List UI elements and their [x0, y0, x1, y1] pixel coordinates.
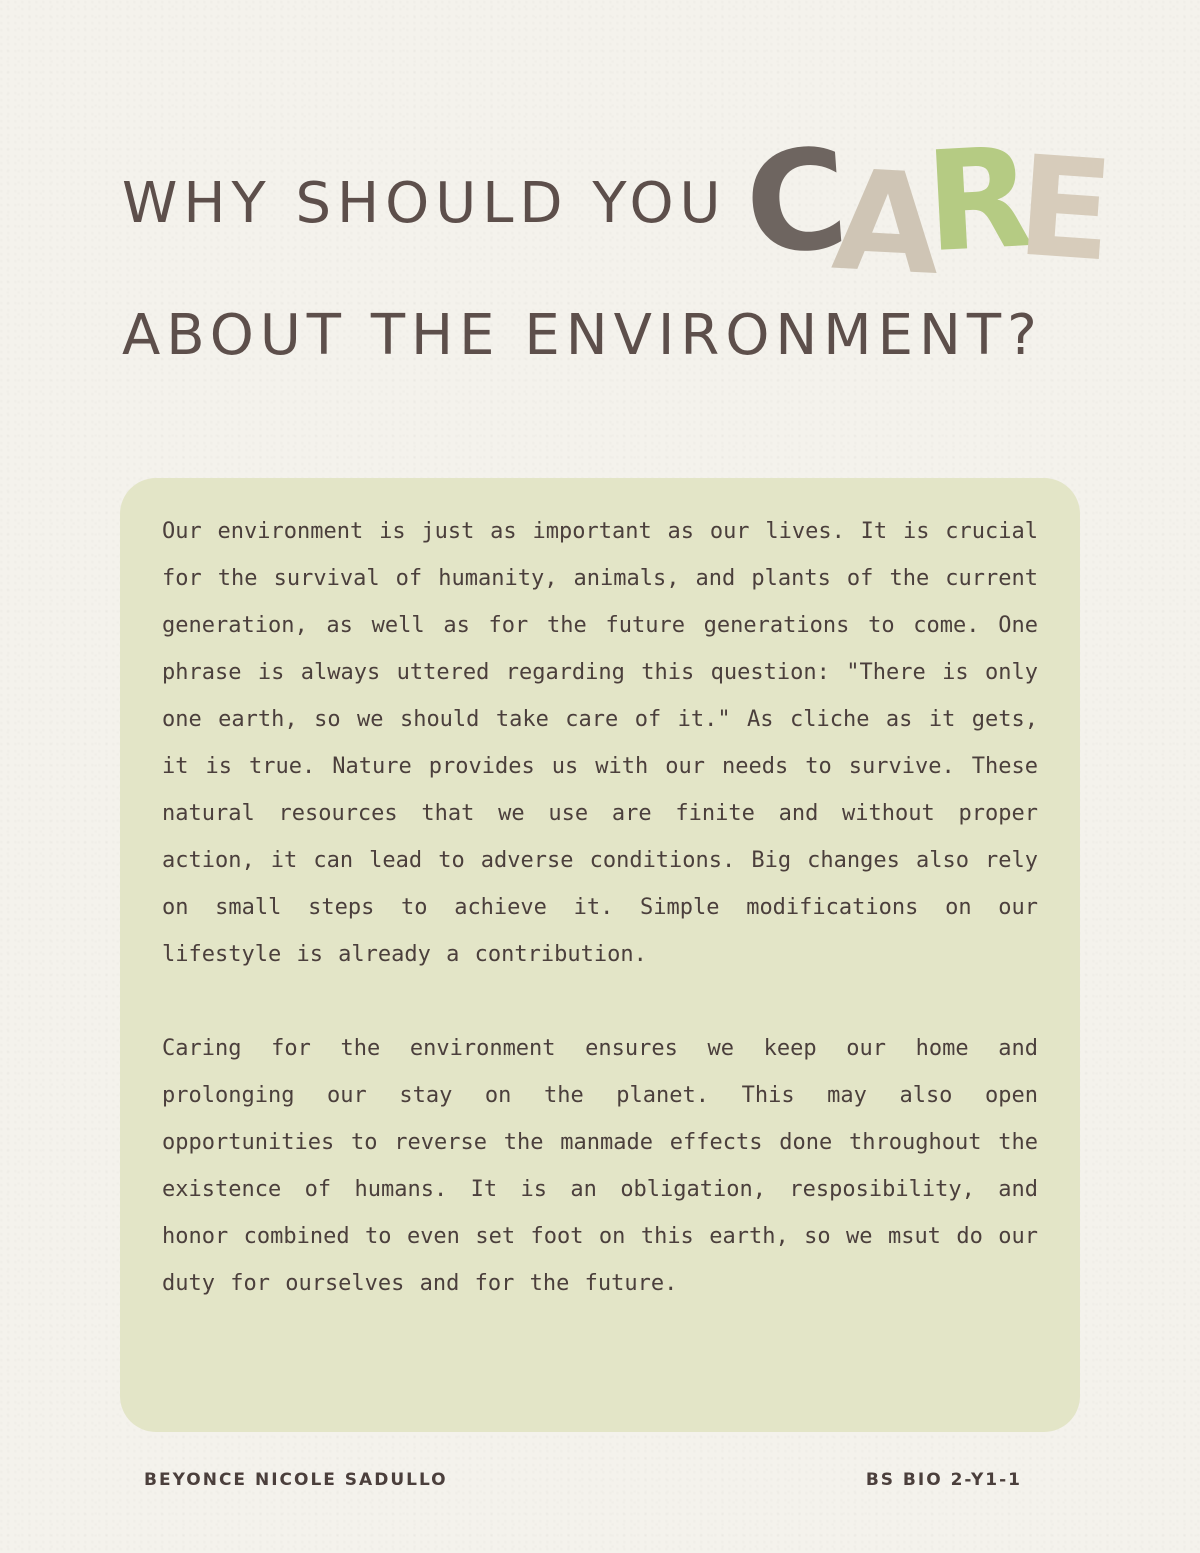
paragraph-2: Caring for the environment ensures we keep our home and prolonging our stay on the planet. This may also open opportunities to reverse the manmade effects done throughout the existence of humans. It is an obligation, resposibility, and honor combined to even set foot on this earth, so we msut do our duty for ourselves and for the future. — [162, 1036, 1038, 1296]
care-word-art — [740, 117, 1105, 306]
content-box — [120, 478, 1080, 1432]
course-section: BS BIO 2-Y1-1 — [865, 1470, 1022, 1490]
author-name: BEYONCE NICOLE SADULLO — [144, 1470, 448, 1490]
title-line-2: ABOUT THE ENVIRONMENT? — [122, 303, 1043, 368]
title-line-1: WHY SHOULD YOU — [122, 171, 727, 236]
paragraph-1: Our environment is just as important as our lives. It is crucial for the survival of humanity, animals, and plants of the current generation, as well as for the future generations to come. One phrase is always uttered regarding this question: "There is only one earth, so we should take care of it." As cliche as it gets, it is true. Nature provides us with our needs to survive. These natural resources that we use are finite and without proper action, it can lead to adverse conditions. Big changes also rely on small steps to achieve it. Simple modifications on our lifestyle is already a contribution. — [162, 519, 1038, 967]
care-letter-c: C — [740, 119, 839, 286]
care-letter-e: E — [1012, 125, 1105, 292]
care-letter-r: R — [921, 117, 1023, 284]
care-letter-a: A — [829, 139, 931, 306]
